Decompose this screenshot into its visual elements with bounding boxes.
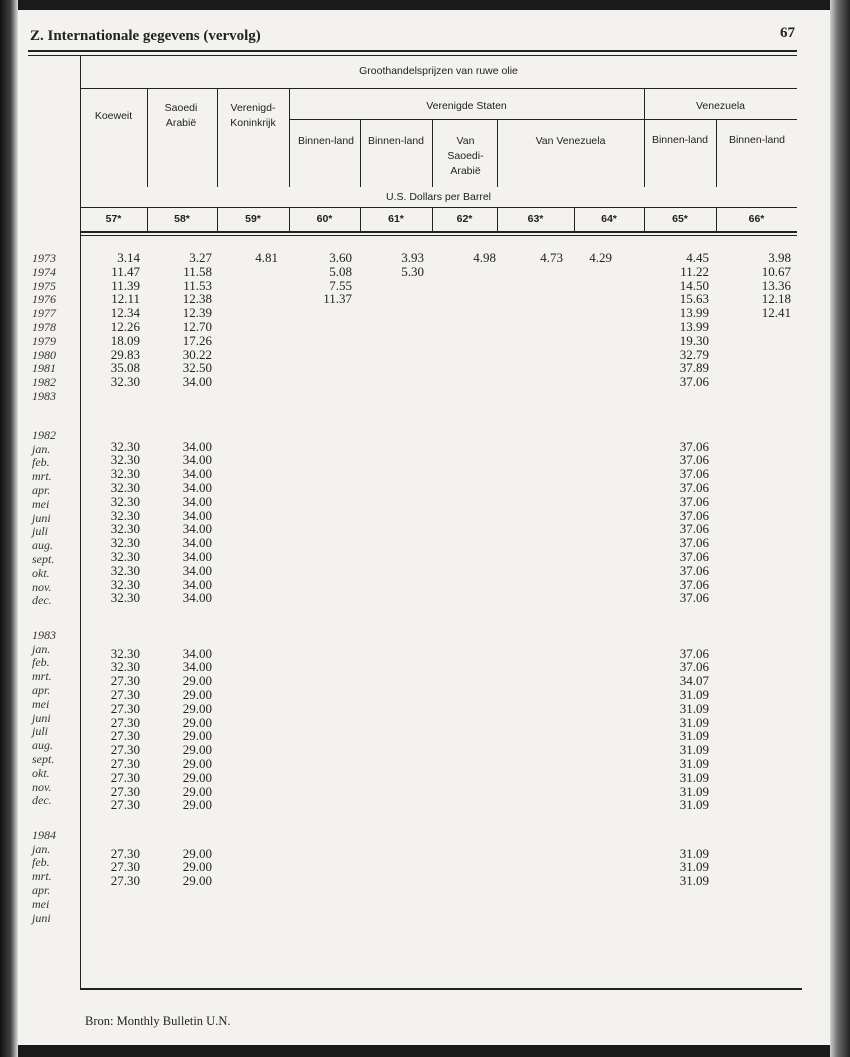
table-cell: 12.39 bbox=[182, 305, 212, 321]
row-label: 1978 bbox=[32, 320, 56, 334]
table-cell: 31.09 bbox=[679, 742, 709, 758]
table-cell: 3.60 bbox=[329, 250, 352, 265]
table-cell: 29.00 bbox=[182, 700, 212, 716]
table-cell: 27.30 bbox=[110, 769, 140, 785]
table-cell: 29.00 bbox=[182, 728, 212, 744]
row-label: mei bbox=[32, 896, 50, 911]
table-cell: 12.70 bbox=[182, 319, 212, 334]
table-cell: 32.30 bbox=[110, 507, 140, 523]
table-cell: 37.89 bbox=[679, 360, 709, 376]
row-label: nov. bbox=[32, 579, 52, 594]
table-cell: 37.06 bbox=[679, 479, 709, 495]
row-label: feb. bbox=[32, 855, 50, 870]
col-header-van-venezuela: Van Venezuela bbox=[535, 135, 606, 147]
table-cell: 32.30 bbox=[110, 645, 140, 661]
column-code: 61* bbox=[388, 213, 404, 225]
col-divider bbox=[147, 88, 148, 187]
row-label: nov. bbox=[32, 779, 52, 794]
table-cell: 32.30 bbox=[110, 548, 140, 564]
table-cell: 11.22 bbox=[680, 263, 709, 279]
row-label: feb. bbox=[32, 455, 50, 470]
table-cell: 31.09 bbox=[679, 859, 709, 875]
codes-bottom-rule bbox=[80, 231, 797, 233]
table-cell: 12.38 bbox=[182, 291, 212, 307]
column-code: 59* bbox=[245, 213, 261, 225]
table-cell: 27.30 bbox=[110, 714, 140, 730]
table-cell: 27.30 bbox=[110, 873, 140, 889]
table-cell: 34.00 bbox=[182, 493, 212, 509]
table-cell: 32.50 bbox=[182, 360, 212, 376]
col-header-ve-binnenland: Binnen-land bbox=[651, 134, 709, 146]
year-heading: 1984 bbox=[32, 828, 56, 842]
col-divider bbox=[497, 119, 498, 187]
group-header-us: Verenigde Staten bbox=[426, 100, 507, 112]
table-cell: 32.30 bbox=[110, 521, 140, 537]
column-code: 63* bbox=[527, 213, 544, 225]
table-cell: 27.30 bbox=[110, 686, 140, 702]
table-cell: 29.00 bbox=[182, 873, 212, 889]
table-cell: 31.09 bbox=[679, 783, 709, 799]
column-code: 64* bbox=[601, 213, 617, 225]
table-cell: 29.00 bbox=[182, 673, 212, 689]
table-cell: 37.06 bbox=[679, 507, 709, 523]
row-label: dec. bbox=[32, 593, 52, 608]
table-cell: 27.30 bbox=[110, 742, 140, 758]
table-cell: 31.09 bbox=[679, 728, 709, 744]
main-header: Groothandelsprijzen van ruwe olie bbox=[359, 65, 518, 77]
table-cell: 34.00 bbox=[182, 590, 212, 606]
column-code: 65* bbox=[672, 213, 688, 225]
col-divider bbox=[716, 119, 717, 187]
table-cell: 11.53 bbox=[183, 277, 212, 293]
table-cell: 34.00 bbox=[182, 659, 212, 675]
table-cell: 32.30 bbox=[110, 493, 140, 509]
table-cell: 31.09 bbox=[679, 714, 709, 730]
table-cell: 12.41 bbox=[761, 305, 791, 321]
table-cell: 34.07 bbox=[679, 673, 709, 689]
table-cell: 29.00 bbox=[182, 845, 212, 861]
table-cell: 4.98 bbox=[473, 250, 496, 265]
table-cell: 37.06 bbox=[679, 452, 709, 468]
table-cell: 27.30 bbox=[110, 797, 140, 813]
column-code: 60* bbox=[316, 213, 333, 225]
row-label: juli bbox=[32, 524, 49, 539]
table-cell: 30.22 bbox=[182, 346, 212, 362]
table-cell: 11.58 bbox=[183, 263, 212, 279]
table-cell: 32.30 bbox=[110, 590, 140, 606]
table-cell: 27.30 bbox=[110, 783, 140, 799]
table-cell: 35.08 bbox=[110, 360, 140, 376]
table-cell: 37.06 bbox=[679, 562, 709, 578]
table-cell: 34.00 bbox=[182, 548, 212, 564]
row-label: 1983 bbox=[32, 389, 56, 403]
table-cell: 14.50 bbox=[679, 277, 709, 293]
table-cell: 7.55 bbox=[329, 277, 352, 293]
table-cell: 12.11 bbox=[111, 291, 140, 307]
table-cell: 29.00 bbox=[182, 742, 212, 758]
table-cell: 37.06 bbox=[679, 521, 709, 537]
table-cell: 34.00 bbox=[182, 466, 212, 482]
table-cell: 32.30 bbox=[110, 438, 140, 454]
row-label: apr. bbox=[32, 482, 51, 497]
table-cell: 27.30 bbox=[110, 673, 140, 689]
codes-top-rule bbox=[80, 207, 797, 208]
table-cell: 27.30 bbox=[110, 728, 140, 744]
book-binding-right bbox=[830, 0, 850, 1057]
row-label: 1973 bbox=[32, 251, 56, 265]
table-cell: 11.37 bbox=[323, 291, 352, 307]
group-header-venezuela: Venezuela bbox=[695, 100, 746, 112]
row-label: feb. bbox=[32, 655, 50, 670]
row-label: jan. bbox=[32, 441, 51, 456]
table-cell: 34.00 bbox=[182, 479, 212, 495]
table-cell: 31.09 bbox=[679, 873, 709, 889]
table-cell: 34.00 bbox=[182, 507, 212, 523]
table-cell: 37.06 bbox=[679, 548, 709, 564]
page-number: 67 bbox=[780, 25, 795, 41]
table-cell: 27.30 bbox=[110, 845, 140, 861]
row-label: 1982 bbox=[32, 375, 56, 390]
table-cell: 31.09 bbox=[679, 700, 709, 716]
table-cell: 11.47 bbox=[111, 263, 140, 279]
subheader-rule bbox=[289, 119, 797, 120]
table-cell: 5.30 bbox=[401, 263, 424, 279]
table-cell: 32.30 bbox=[110, 466, 140, 482]
table-cell: 27.30 bbox=[110, 755, 140, 771]
row-label: 1979 bbox=[32, 333, 56, 348]
row-label: mei bbox=[32, 696, 50, 711]
col-header-saoedi-arabie: Saoedi Arabië bbox=[164, 102, 198, 129]
table-cell: 29.00 bbox=[182, 783, 212, 799]
table-cell: 29.00 bbox=[182, 859, 212, 875]
year-heading: 1983 bbox=[32, 628, 56, 642]
table-cell: 10.67 bbox=[761, 263, 791, 279]
col-header-us-binnenland: Binnen-land bbox=[297, 135, 355, 147]
row-label: mrt. bbox=[32, 469, 52, 484]
row-label: 1977 bbox=[32, 306, 56, 321]
table-cell: 3.14 bbox=[117, 250, 140, 265]
table-cell: 31.09 bbox=[679, 686, 709, 702]
col-divider bbox=[360, 119, 361, 187]
table-cell: 29.00 bbox=[182, 714, 212, 730]
table-cell: 32.30 bbox=[110, 576, 140, 592]
column-code: 66* bbox=[748, 213, 765, 225]
table-cell: 4.29 bbox=[589, 250, 612, 265]
table-cell: 15.63 bbox=[679, 291, 709, 307]
table-cell: 32.30 bbox=[110, 562, 140, 578]
row-label: 1974 bbox=[32, 264, 56, 279]
table-cell: 37.06 bbox=[679, 535, 709, 551]
table-cell: 37.06 bbox=[679, 576, 709, 592]
table-cell: 37.06 bbox=[679, 590, 709, 606]
table-cell: 37.06 bbox=[679, 466, 709, 482]
col-divider bbox=[432, 119, 433, 187]
row-label: okt. bbox=[32, 565, 50, 580]
row-label: mei bbox=[32, 496, 50, 511]
table-cell: 18.09 bbox=[110, 332, 140, 348]
table-cell: 13.36 bbox=[761, 277, 791, 293]
row-label: 1981 bbox=[32, 361, 56, 376]
row-label: sept. bbox=[32, 551, 55, 566]
table-cell: 4.81 bbox=[255, 250, 278, 265]
row-label: dec. bbox=[32, 793, 52, 808]
table-cell: 12.18 bbox=[761, 291, 791, 307]
table-cell: 37.06 bbox=[679, 374, 709, 390]
row-label: 1980 bbox=[32, 347, 56, 362]
column-code: 62* bbox=[456, 213, 473, 225]
table-cell: 31.09 bbox=[679, 769, 709, 785]
table-cell: 34.00 bbox=[182, 521, 212, 537]
row-label: jan. bbox=[32, 841, 51, 856]
col-header-us-binnenland-2: Binnen-land bbox=[367, 135, 425, 147]
unit-label: U.S. Dollars per Barrel bbox=[385, 191, 492, 203]
table-cell: 3.27 bbox=[189, 250, 212, 265]
row-label: apr. bbox=[32, 882, 51, 897]
row-label: 1976 bbox=[32, 292, 56, 307]
table-cell: 34.00 bbox=[182, 645, 212, 661]
table-cell: 31.09 bbox=[679, 797, 709, 813]
page-title: Z. Internationale gegevens (vervolg) bbox=[30, 28, 261, 44]
table-cell: 37.06 bbox=[679, 645, 709, 661]
table-cell: 32.30 bbox=[110, 535, 140, 551]
row-label: apr. bbox=[32, 682, 51, 697]
table-cell: 31.09 bbox=[679, 755, 709, 771]
row-label: juli bbox=[32, 724, 49, 739]
table-cell: 32.30 bbox=[110, 479, 140, 495]
source-note: Bron: Monthly Bulletin U.N. bbox=[85, 1014, 231, 1028]
table-cell: 37.06 bbox=[679, 659, 709, 675]
row-label: mrt. bbox=[32, 669, 52, 684]
table-bottom-rule bbox=[80, 988, 802, 990]
table-cell: 32.79 bbox=[679, 346, 709, 362]
title-rule bbox=[28, 50, 797, 52]
table-cell: 34.00 bbox=[182, 535, 212, 551]
table-cell: 4.45 bbox=[686, 250, 709, 265]
row-label: juni bbox=[32, 910, 51, 925]
table-cell: 34.00 bbox=[182, 562, 212, 578]
column-code: 58* bbox=[174, 213, 190, 225]
col-header-ve-binnenland-2: Binnen-land bbox=[728, 134, 786, 146]
year-heading: 1982 bbox=[32, 428, 56, 442]
table-cell: 34.00 bbox=[182, 374, 212, 390]
col-header-koeweit: Koeweit bbox=[94, 110, 133, 122]
table-cell: 27.30 bbox=[110, 700, 140, 716]
table-cell: 12.34 bbox=[110, 305, 140, 321]
table-cell: 12.26 bbox=[110, 319, 140, 334]
table-cell: 37.06 bbox=[679, 493, 709, 509]
table-cell: 32.30 bbox=[110, 659, 140, 675]
row-label: okt. bbox=[32, 765, 50, 780]
row-label: jan. bbox=[32, 641, 51, 656]
column-code: 57* bbox=[105, 213, 122, 225]
table-cell: 34.00 bbox=[182, 438, 212, 454]
table-cell: 37.06 bbox=[679, 438, 709, 454]
row-label: mrt. bbox=[32, 869, 52, 884]
row-label: juni bbox=[32, 710, 51, 725]
row-label: juni bbox=[32, 510, 51, 525]
table-cell: 27.30 bbox=[110, 859, 140, 875]
row-label: aug. bbox=[32, 538, 53, 553]
row-label: 1975 bbox=[32, 278, 56, 293]
table-cell: 17.26 bbox=[182, 332, 212, 348]
table-cell: 11.39 bbox=[111, 277, 140, 293]
title-rule-thin bbox=[28, 55, 797, 56]
table-cell: 29.00 bbox=[182, 769, 212, 785]
table-cell: 29.00 bbox=[182, 797, 212, 813]
codes-bottom-rule-thin bbox=[80, 235, 797, 236]
col-header-verenigd-koninkrijk: Verenigd-Koninkrijk bbox=[230, 102, 276, 129]
table-cell: 3.98 bbox=[768, 250, 791, 265]
row-label: sept. bbox=[32, 751, 55, 766]
book-binding-left bbox=[0, 0, 18, 1057]
table-cell: 31.09 bbox=[679, 845, 709, 861]
table-cell: 13.99 bbox=[679, 319, 709, 334]
table-cell: 29.00 bbox=[182, 755, 212, 771]
table-cell: 29.00 bbox=[182, 686, 212, 702]
col-header-van-saoedi-arabie: Van Saoedi-Arabië bbox=[447, 135, 484, 177]
table-cell: 34.00 bbox=[182, 576, 212, 592]
table-cell: 4.73 bbox=[540, 250, 563, 265]
table-cell: 5.08 bbox=[329, 263, 352, 279]
header-rule bbox=[80, 88, 797, 89]
row-label: aug. bbox=[32, 738, 53, 753]
table-cell: 13.99 bbox=[679, 305, 709, 321]
table-cell: 32.30 bbox=[110, 374, 140, 390]
table-cell: 29.83 bbox=[110, 346, 140, 362]
table-cell: 34.00 bbox=[182, 452, 212, 468]
table-cell: 32.30 bbox=[110, 452, 140, 468]
table-cell: 19.30 bbox=[679, 332, 709, 348]
table-cell: 3.93 bbox=[401, 250, 424, 265]
